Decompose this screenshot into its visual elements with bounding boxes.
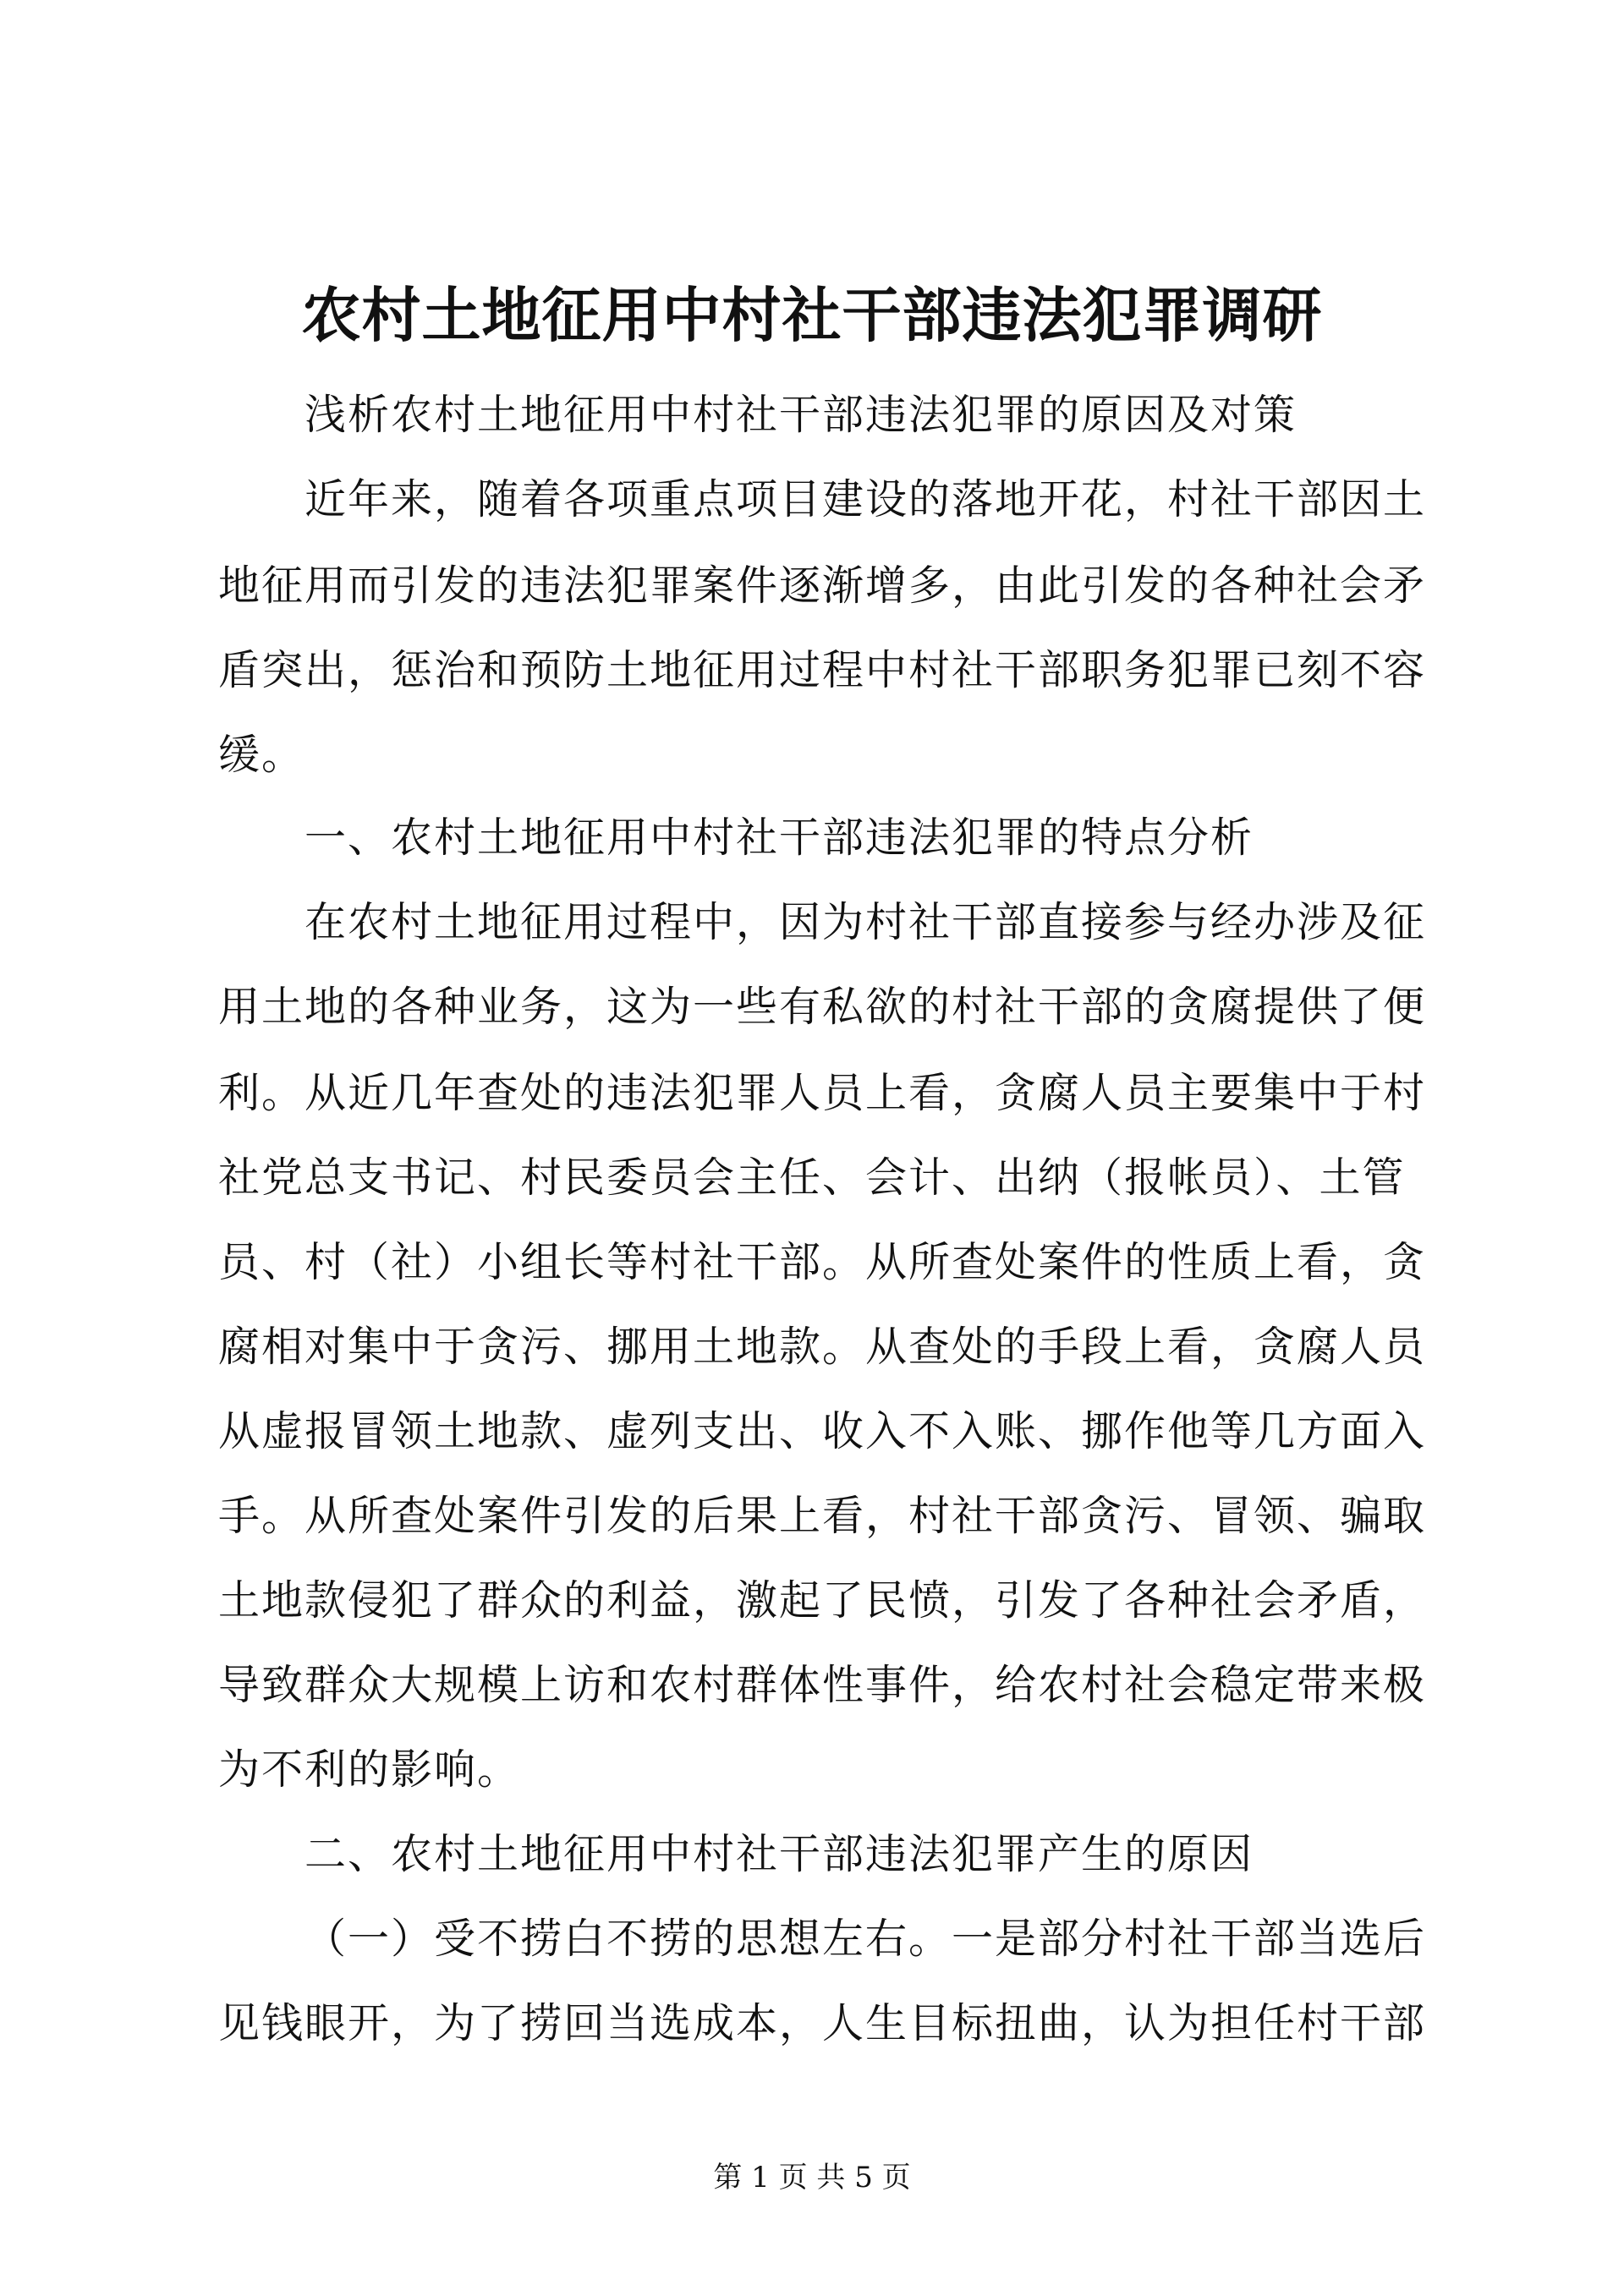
body-line: 在农村土地征用过程中，因为村社干部直接参与经办涉及征 <box>304 898 1427 946</box>
body-line: 地征用而引发的违法犯罪案件逐渐增多，由此引发的各种社会矛 <box>218 562 1427 610</box>
body-line: 社党总支书记、村民委员会主任、会计、出纳（报帐员）、土管 <box>218 1153 1406 1202</box>
body-line: 导致群众大规模上访和农村群体性事件，给农村社会稳定带来极 <box>218 1661 1427 1709</box>
body-line: 盾突出，惩治和预防土地征用过程中村社干部职务犯罪已刻不容 <box>218 646 1427 694</box>
section-heading-1: 一、农村土地征用中村社干部违法犯罪的特点分析 <box>304 814 1254 862</box>
body-line: 利。从近几年查处的违法犯罪人员上看，贪腐人员主要集中于村 <box>218 1069 1427 1117</box>
body-line: 员、村（社）小组长等村社干部。从所查处案件的性质上看，贪 <box>218 1238 1427 1286</box>
body-line: 从虚报冒领土地款、虚列支出、收入不入账、挪作他等几方面入 <box>218 1407 1427 1455</box>
body-line: 手。从所查处案件引发的后果上看，村社干部贪污、冒领、骗取 <box>218 1492 1427 1540</box>
body-line: 腐相对集中于贪污、挪用土地款。从查处的手段上看，贪腐人员 <box>218 1323 1427 1371</box>
body-line: （一）受不捞白不捞的思想左右。一是部分村社干部当选后 <box>304 1915 1427 1963</box>
body-line: 土地款侵犯了群众的利益，激起了民愤，引发了各种社会矛盾， <box>218 1576 1427 1625</box>
document-title: 农村土地征用中村社干部违法犯罪调研 <box>301 280 1323 350</box>
page-footer: 第 1 页 共 5 页 <box>713 2161 911 2195</box>
body-line: 缓。 <box>218 731 305 779</box>
body-line: 为不利的影响。 <box>218 1745 521 1794</box>
body-line: 近年来，随着各项重点项目建设的落地开花，村社干部因土 <box>304 475 1427 523</box>
section-heading-2: 二、农村土地征用中村社干部违法犯罪产生的原因 <box>304 1830 1254 1878</box>
body-line: 见钱眼开，为了捞回当选成本，人生目标扭曲，认为担任村干部 <box>218 1999 1427 2047</box>
body-line: 用土地的各种业务，这为一些有私欲的村社干部的贪腐提供了便 <box>218 983 1427 1031</box>
subtitle-line: 浅析农村土地征用中村社干部违法犯罪的原因及对策 <box>304 391 1298 439</box>
